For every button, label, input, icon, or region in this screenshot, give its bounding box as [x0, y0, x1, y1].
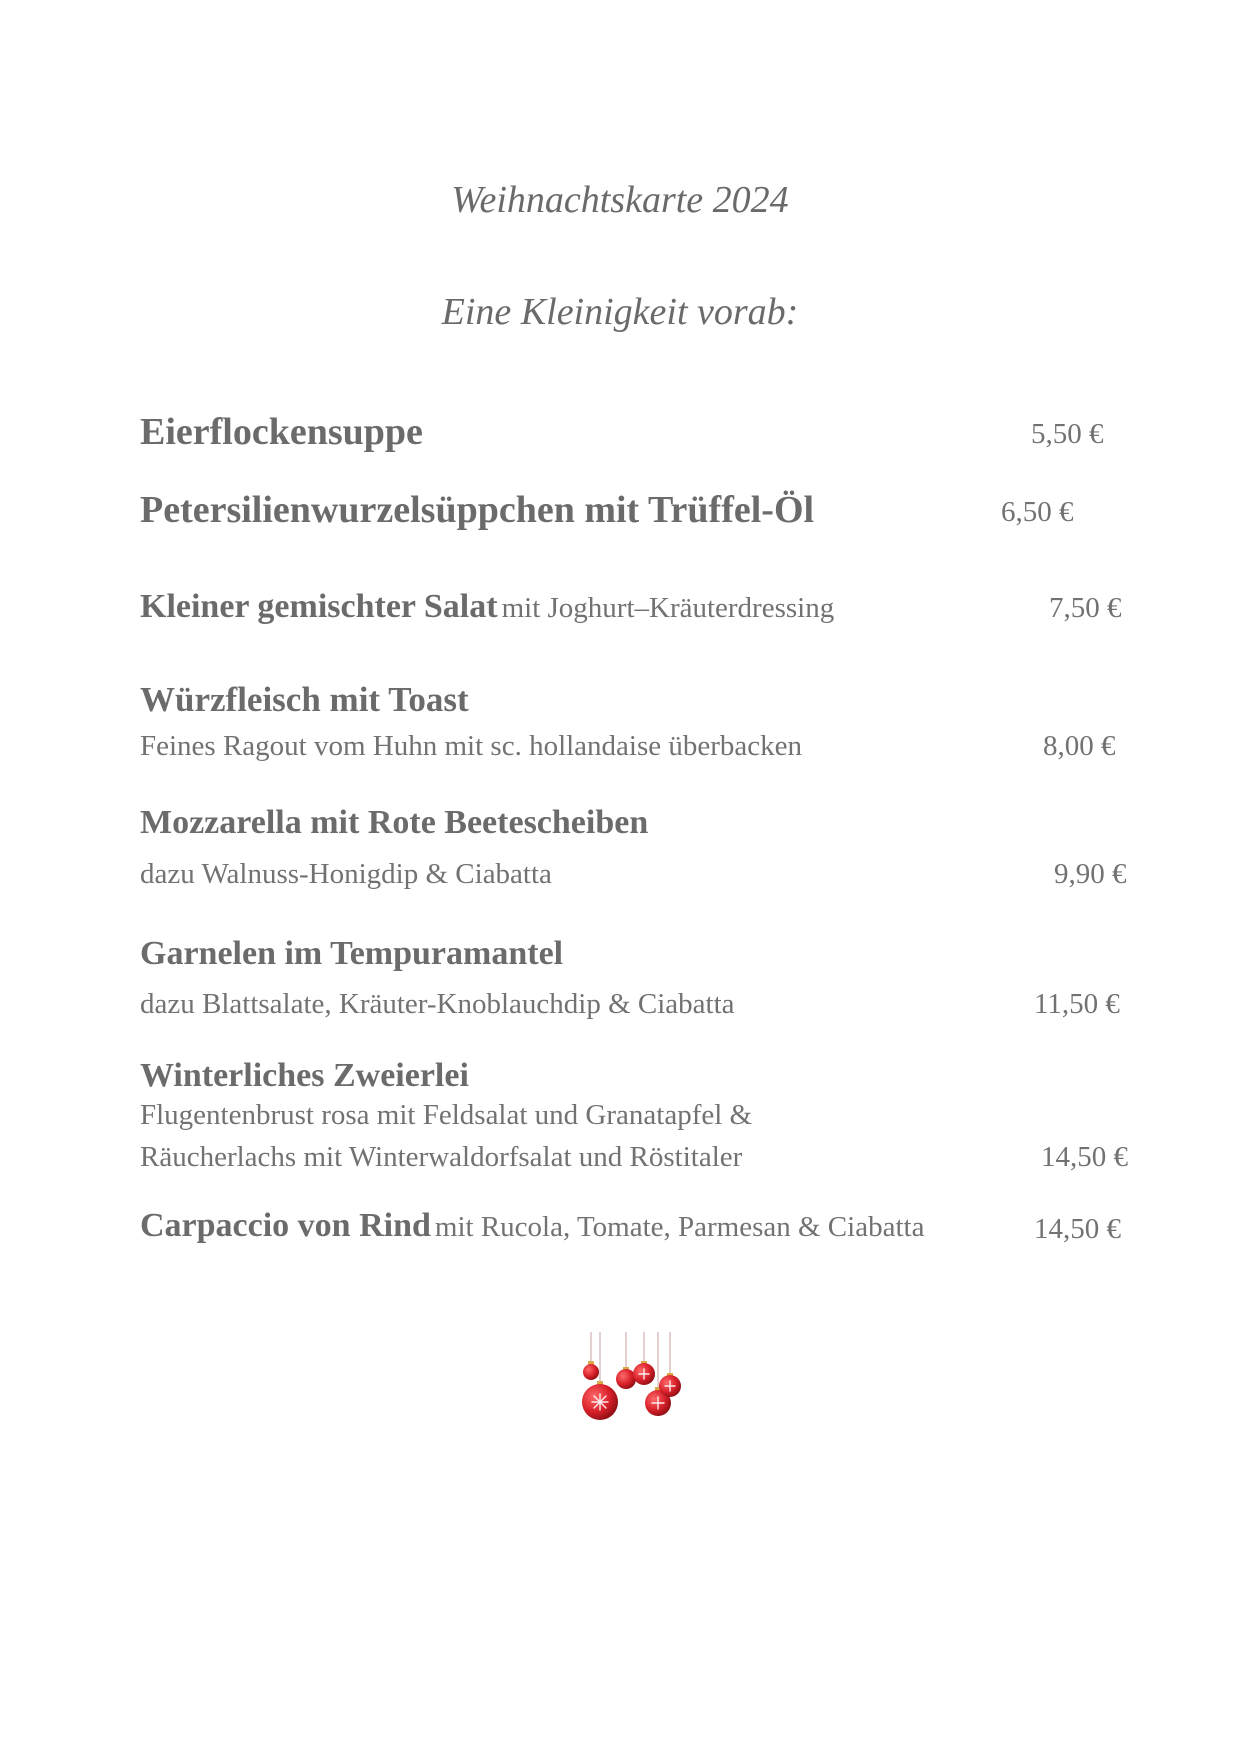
menu-item-row [140, 588, 834, 626]
menu-item-description: Flugentenbrust rosa mit Feldsalat und Granatapfel & [140, 1099, 753, 1131]
menu-item-name: Kleiner gemischter Salat [140, 588, 498, 625]
menu-item-row [140, 1207, 924, 1245]
menu-item-description: dazu Blattsalate, Kräuter-Knoblauchdip & Ciabatta [140, 988, 735, 1020]
menu-item-name: Mozzarella mit Rote Beetescheiben [140, 804, 649, 841]
menu-item-name: Würzfleisch mit Toast [140, 680, 469, 719]
menu-item-description: mit Joghurt–Kräuterdressing [501, 592, 835, 624]
menu-item-price: 14,50 € [1034, 1213, 1121, 1245]
menu-item-price: 9,90 € [1054, 858, 1127, 890]
christmas-baubles-icon [578, 1332, 698, 1427]
menu-item-price: 8,00 € [1043, 730, 1116, 762]
menu-item-description: Räucherlachs mit Winterwaldorfsalat und Röstitaler [140, 1141, 743, 1173]
menu-subtitle: Eine Kleinigkeit vorab: [441, 291, 799, 333]
menu-item-description: mit Rucola, Tomate, Parmesan & Ciabatta [434, 1211, 925, 1243]
menu-item-price: 5,50 € [1031, 418, 1104, 450]
menu-item-name: Petersilienwurzelsüppchen mit Trüffel-Öl [140, 489, 815, 531]
menu-item-price: 7,50 € [1049, 592, 1122, 624]
menu-item-description: dazu Walnuss-Honigdip & Ciabatta [140, 858, 552, 890]
menu-item-price: 14,50 € [1041, 1141, 1128, 1173]
menu-item-name: Eierflockensuppe [140, 411, 423, 453]
menu-item-description: Feines Ragout vom Huhn mit sc. hollandaise überbacken [140, 730, 803, 762]
menu-item-name: Garnelen im Tempuramantel [140, 935, 564, 972]
menu-item-price: 6,50 € [1001, 496, 1074, 528]
menu-item-name: Winterliches Zweierlei [140, 1057, 469, 1094]
menu-item-price: 11,50 € [1034, 988, 1120, 1020]
menu-item-name: Carpaccio von Rind [140, 1207, 431, 1244]
menu-title: Weihnachtskarte 2024 [451, 179, 789, 221]
